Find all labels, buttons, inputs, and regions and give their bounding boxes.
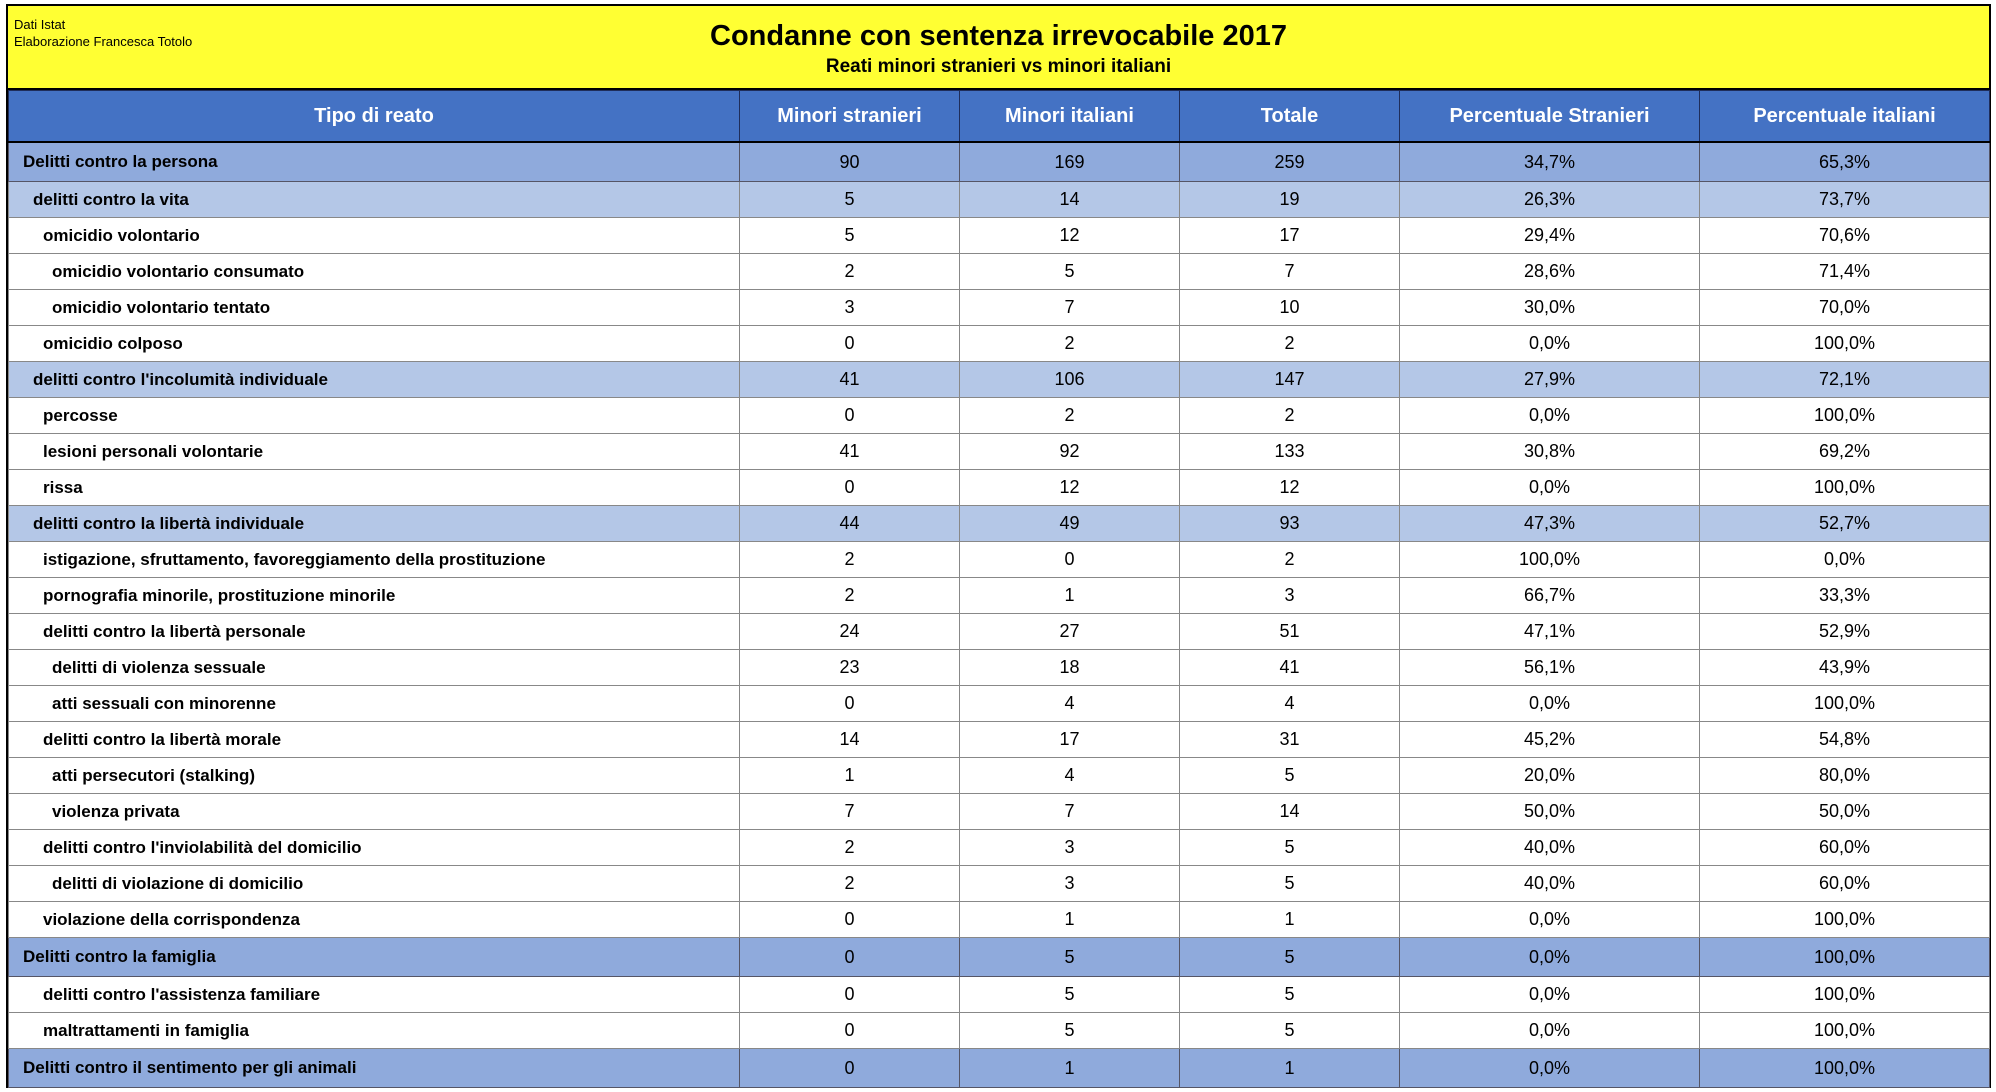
cell-minori-italiani: 27 — [960, 614, 1180, 650]
cell-percentuale-stranieri: 26,3% — [1400, 182, 1700, 218]
cell-crime-type: delitti contro la libertà morale — [9, 722, 740, 758]
cell-minori-stranieri: 0 — [740, 398, 960, 434]
table-row — [9, 182, 1990, 218]
column-header-minori-stranieri: Minori stranieri — [740, 91, 960, 143]
cell-minori-italiani: 7 — [960, 290, 1180, 326]
table-row — [9, 866, 1990, 902]
cell-percentuale-italiani: 43,9% — [1700, 650, 1990, 686]
page-subtitle: Reati minori stranieri vs minori italiani — [825, 56, 1172, 77]
cell-percentuale-italiani: 65,3% — [1700, 142, 1990, 182]
cell-totale: 10 — [1180, 290, 1400, 326]
cell-crime-type: delitti contro l'incolumità individuale — [9, 362, 740, 398]
table-row — [9, 830, 1990, 866]
cell-minori-italiani: 5 — [960, 254, 1180, 290]
cell-minori-stranieri: 2 — [740, 578, 960, 614]
cell-minori-italiani: 3 — [960, 830, 1180, 866]
table-body — [9, 142, 1990, 1088]
cell-percentuale-stranieri: 47,1% — [1400, 614, 1700, 650]
cell-totale: 5 — [1180, 1013, 1400, 1049]
table-row — [9, 398, 1990, 434]
cell-minori-stranieri: 2 — [740, 254, 960, 290]
cell-minori-stranieri: 24 — [740, 614, 960, 650]
cell-totale: 147 — [1180, 362, 1400, 398]
cell-percentuale-italiani: 100,0% — [1700, 938, 1990, 977]
cell-minori-stranieri: 2 — [740, 830, 960, 866]
cell-crime-type: percosse — [9, 398, 740, 434]
cell-totale: 5 — [1180, 977, 1400, 1013]
cell-crime-type: violenza privata — [9, 794, 740, 830]
cell-totale: 1 — [1180, 902, 1400, 938]
cell-minori-stranieri: 0 — [740, 686, 960, 722]
cell-percentuale-stranieri: 47,3% — [1400, 506, 1700, 542]
cell-minori-stranieri: 0 — [740, 902, 960, 938]
cell-percentuale-italiani: 60,0% — [1700, 830, 1990, 866]
cell-crime-type: rissa — [9, 470, 740, 506]
page-title: Condanne con sentenza irrevocabile 2017 — [710, 20, 1287, 52]
cell-crime-type: violazione della corrispondenza — [9, 902, 740, 938]
cell-totale: 31 — [1180, 722, 1400, 758]
cell-percentuale-stranieri: 50,0% — [1400, 794, 1700, 830]
cell-crime-type: delitti di violazione di domicilio — [9, 866, 740, 902]
cell-minori-stranieri: 0 — [740, 1049, 960, 1088]
cell-percentuale-italiani: 60,0% — [1700, 866, 1990, 902]
cell-minori-italiani: 106 — [960, 362, 1180, 398]
cell-minori-stranieri: 1 — [740, 758, 960, 794]
cell-percentuale-stranieri: 66,7% — [1400, 578, 1700, 614]
cell-percentuale-stranieri: 40,0% — [1400, 830, 1700, 866]
cell-totale: 19 — [1180, 182, 1400, 218]
cell-minori-italiani: 1 — [960, 578, 1180, 614]
cell-percentuale-italiani: 80,0% — [1700, 758, 1990, 794]
cell-percentuale-stranieri: 0,0% — [1400, 326, 1700, 362]
cell-minori-italiani: 169 — [960, 142, 1180, 182]
cell-minori-italiani: 1 — [960, 1049, 1180, 1088]
cell-crime-type: delitti contro l'assistenza familiare — [9, 977, 740, 1013]
table-row — [9, 218, 1990, 254]
cell-crime-type: delitti di violenza sessuale — [9, 650, 740, 686]
cell-minori-italiani: 0 — [960, 542, 1180, 578]
cell-percentuale-italiani: 33,3% — [1700, 578, 1990, 614]
cell-minori-italiani: 18 — [960, 650, 1180, 686]
cell-minori-italiani: 12 — [960, 470, 1180, 506]
table-row — [9, 542, 1990, 578]
cell-crime-type: delitti contro l'inviolabilità del domicilio — [9, 830, 740, 866]
cell-percentuale-stranieri: 0,0% — [1400, 686, 1700, 722]
cell-totale: 14 — [1180, 794, 1400, 830]
cell-minori-stranieri: 90 — [740, 142, 960, 182]
cell-percentuale-italiani: 54,8% — [1700, 722, 1990, 758]
cell-minori-stranieri: 5 — [740, 218, 960, 254]
cell-minori-italiani: 49 — [960, 506, 1180, 542]
cell-totale: 4 — [1180, 686, 1400, 722]
cell-minori-italiani: 4 — [960, 758, 1180, 794]
cell-totale: 5 — [1180, 758, 1400, 794]
cell-percentuale-italiani: 70,6% — [1700, 218, 1990, 254]
cell-percentuale-stranieri: 0,0% — [1400, 470, 1700, 506]
cell-percentuale-italiani: 73,7% — [1700, 182, 1990, 218]
table-row — [9, 686, 1990, 722]
cell-minori-stranieri: 7 — [740, 794, 960, 830]
table-row — [9, 722, 1990, 758]
column-header-percentuale-stranieri: Percentuale Stranieri — [1400, 91, 1700, 143]
cell-percentuale-italiani: 50,0% — [1700, 794, 1990, 830]
cell-minori-stranieri: 0 — [740, 470, 960, 506]
cell-percentuale-italiani: 0,0% — [1700, 542, 1990, 578]
cell-minori-stranieri: 0 — [740, 938, 960, 977]
cell-totale: 17 — [1180, 218, 1400, 254]
cell-crime-type: atti persecutori (stalking) — [9, 758, 740, 794]
column-header-crime-type: Tipo di reato — [9, 91, 740, 143]
cell-minori-italiani: 1 — [960, 902, 1180, 938]
cell-minori-italiani: 92 — [960, 434, 1180, 470]
cell-crime-type: maltrattamenti in famiglia — [9, 1013, 740, 1049]
table-row — [9, 290, 1990, 326]
cell-crime-type: omicidio volontario consumato — [9, 254, 740, 290]
table-row — [9, 326, 1990, 362]
cell-percentuale-italiani: 71,4% — [1700, 254, 1990, 290]
cell-minori-stranieri: 14 — [740, 722, 960, 758]
cell-percentuale-italiani: 100,0% — [1700, 902, 1990, 938]
cell-percentuale-italiani: 72,1% — [1700, 362, 1990, 398]
table-row — [9, 506, 1990, 542]
table-row — [9, 758, 1990, 794]
cell-percentuale-stranieri: 40,0% — [1400, 866, 1700, 902]
cell-percentuale-stranieri: 20,0% — [1400, 758, 1700, 794]
cell-crime-type: pornografia minorile, prostituzione minorile — [9, 578, 740, 614]
cell-crime-type: atti sessuali con minorenne — [9, 686, 740, 722]
cell-crime-type: lesioni personali volontarie — [9, 434, 740, 470]
cell-percentuale-stranieri: 30,8% — [1400, 434, 1700, 470]
cell-minori-stranieri: 2 — [740, 542, 960, 578]
cell-minori-italiani: 7 — [960, 794, 1180, 830]
cell-percentuale-stranieri: 29,4% — [1400, 218, 1700, 254]
table-row — [9, 1013, 1990, 1049]
cell-percentuale-stranieri: 34,7% — [1400, 142, 1700, 182]
cell-minori-italiani: 12 — [960, 218, 1180, 254]
cell-minori-italiani: 5 — [960, 1013, 1180, 1049]
cell-percentuale-italiani: 100,0% — [1700, 1049, 1990, 1088]
cell-minori-italiani: 5 — [960, 977, 1180, 1013]
cell-percentuale-stranieri: 27,9% — [1400, 362, 1700, 398]
cell-totale: 5 — [1180, 830, 1400, 866]
cell-percentuale-stranieri: 0,0% — [1400, 938, 1700, 977]
cell-minori-italiani: 2 — [960, 398, 1180, 434]
cell-minori-stranieri: 0 — [740, 326, 960, 362]
cell-totale: 1 — [1180, 1049, 1400, 1088]
cell-totale: 51 — [1180, 614, 1400, 650]
table-row — [9, 614, 1990, 650]
cell-totale: 12 — [1180, 470, 1400, 506]
cell-totale: 2 — [1180, 326, 1400, 362]
cell-minori-stranieri: 41 — [740, 434, 960, 470]
table-row — [9, 977, 1990, 1013]
table-row — [9, 794, 1990, 830]
cell-totale: 41 — [1180, 650, 1400, 686]
cell-totale: 259 — [1180, 142, 1400, 182]
table-frame — [6, 4, 1991, 1088]
cell-minori-italiani: 14 — [960, 182, 1180, 218]
table-row — [9, 142, 1990, 182]
cell-crime-type: istigazione, sfruttamento, favoreggiamento della prostituzione — [9, 542, 740, 578]
cell-percentuale-italiani: 100,0% — [1700, 470, 1990, 506]
cell-percentuale-stranieri: 0,0% — [1400, 398, 1700, 434]
cell-minori-stranieri: 3 — [740, 290, 960, 326]
column-header-percentuale-italiani: Percentuale italiani — [1700, 91, 1990, 143]
cell-minori-italiani: 5 — [960, 938, 1180, 977]
cell-percentuale-italiani: 100,0% — [1700, 398, 1990, 434]
column-header-totale: Totale — [1180, 91, 1400, 143]
cell-minori-stranieri: 2 — [740, 866, 960, 902]
source-line-2: Elaborazione Francesca Totolo — [14, 34, 193, 49]
cell-percentuale-italiani: 69,2% — [1700, 434, 1990, 470]
cell-minori-italiani: 17 — [960, 722, 1180, 758]
cell-percentuale-italiani: 52,7% — [1700, 506, 1990, 542]
cell-percentuale-stranieri: 45,2% — [1400, 722, 1700, 758]
cell-minori-stranieri: 44 — [740, 506, 960, 542]
cell-percentuale-stranieri: 56,1% — [1400, 650, 1700, 686]
title-banner — [8, 6, 1989, 90]
cell-percentuale-italiani: 100,0% — [1700, 326, 1990, 362]
table-row — [9, 254, 1990, 290]
cell-minori-stranieri: 0 — [740, 977, 960, 1013]
table-row — [9, 1049, 1990, 1088]
data-table — [8, 90, 1990, 1088]
cell-minori-stranieri: 5 — [740, 182, 960, 218]
cell-crime-type: Delitti contro la persona — [9, 142, 740, 182]
cell-crime-type: Delitti contro il sentimento per gli animali — [9, 1049, 740, 1088]
cell-crime-type: omicidio colposo — [9, 326, 740, 362]
cell-percentuale-italiani: 100,0% — [1700, 1013, 1990, 1049]
cell-percentuale-italiani: 70,0% — [1700, 290, 1990, 326]
cell-percentuale-stranieri: 0,0% — [1400, 902, 1700, 938]
cell-totale: 5 — [1180, 938, 1400, 977]
cell-percentuale-stranieri: 100,0% — [1400, 542, 1700, 578]
cell-totale: 2 — [1180, 398, 1400, 434]
cell-percentuale-stranieri: 0,0% — [1400, 1049, 1700, 1088]
cell-percentuale-stranieri: 0,0% — [1400, 977, 1700, 1013]
cell-totale: 3 — [1180, 578, 1400, 614]
cell-minori-stranieri: 23 — [740, 650, 960, 686]
column-header-row — [9, 91, 1990, 143]
table-row — [9, 578, 1990, 614]
cell-percentuale-stranieri: 28,6% — [1400, 254, 1700, 290]
cell-totale: 93 — [1180, 506, 1400, 542]
cell-crime-type: delitti contro la vita — [9, 182, 740, 218]
table-row — [9, 938, 1990, 977]
source-line-1: Dati Istat — [14, 17, 66, 32]
table-row — [9, 434, 1990, 470]
cell-totale: 7 — [1180, 254, 1400, 290]
cell-percentuale-italiani: 100,0% — [1700, 977, 1990, 1013]
cell-percentuale-stranieri: 30,0% — [1400, 290, 1700, 326]
cell-minori-italiani: 2 — [960, 326, 1180, 362]
cell-minori-italiani: 3 — [960, 866, 1180, 902]
table-row — [9, 470, 1990, 506]
cell-crime-type: delitti contro la libertà individuale — [9, 506, 740, 542]
cell-totale: 5 — [1180, 866, 1400, 902]
cell-crime-type: delitti contro la libertà personale — [9, 614, 740, 650]
column-header-minori-italiani: Minori italiani — [960, 91, 1180, 143]
cell-totale: 2 — [1180, 542, 1400, 578]
cell-percentuale-stranieri: 0,0% — [1400, 1013, 1700, 1049]
cell-minori-stranieri: 41 — [740, 362, 960, 398]
cell-crime-type: Delitti contro la famiglia — [9, 938, 740, 977]
cell-minori-stranieri: 0 — [740, 1013, 960, 1049]
table-row — [9, 650, 1990, 686]
cell-percentuale-italiani: 100,0% — [1700, 686, 1990, 722]
table-row — [9, 902, 1990, 938]
cell-minori-italiani: 4 — [960, 686, 1180, 722]
table-row — [9, 362, 1990, 398]
cell-percentuale-italiani: 52,9% — [1700, 614, 1990, 650]
cell-totale: 133 — [1180, 434, 1400, 470]
cell-crime-type: omicidio volontario tentato — [9, 290, 740, 326]
cell-crime-type: omicidio volontario — [9, 218, 740, 254]
